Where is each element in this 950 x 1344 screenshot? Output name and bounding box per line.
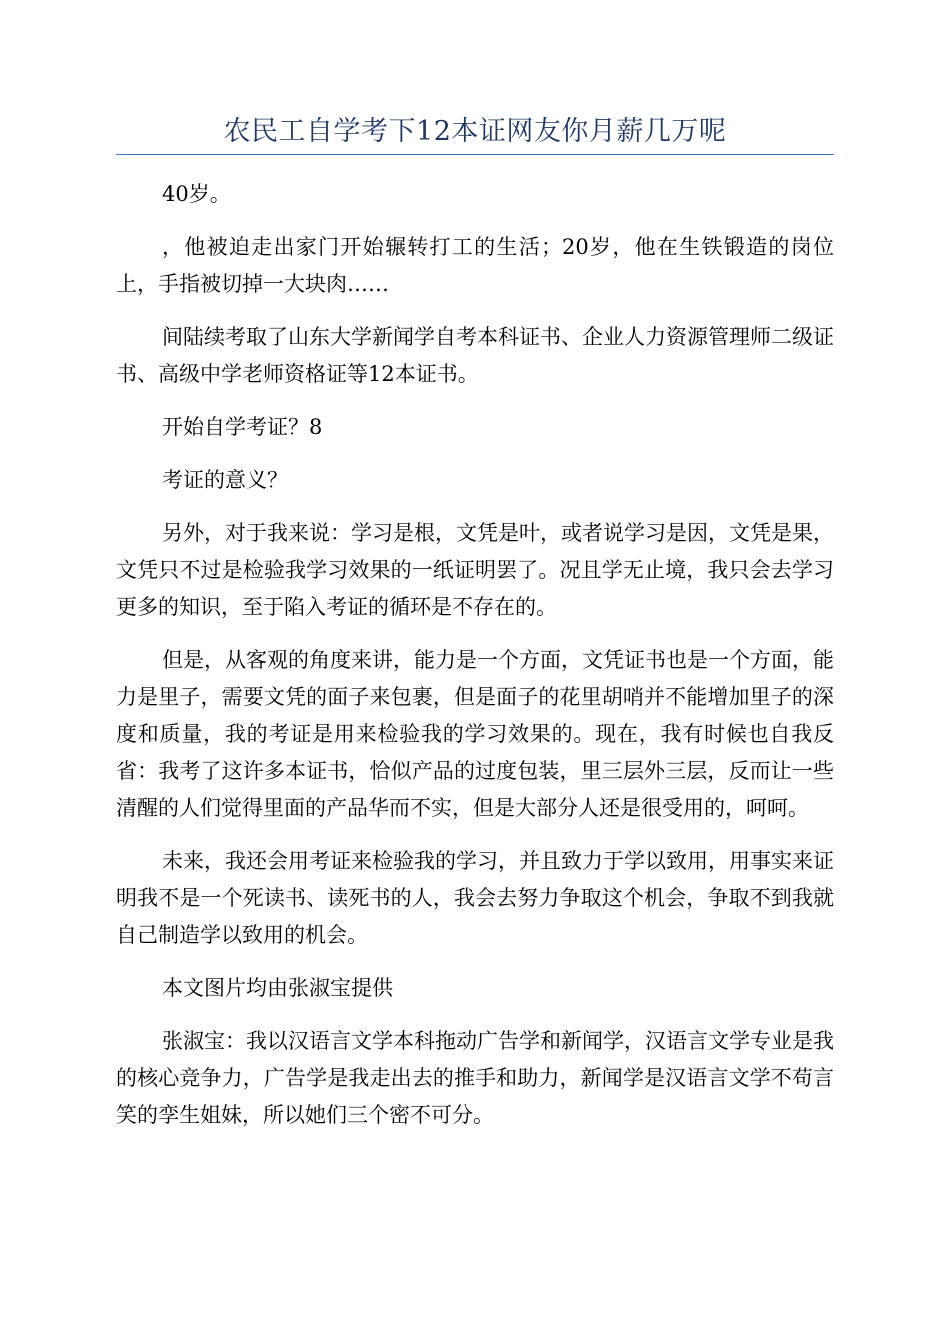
paragraph: 40岁。 <box>162 182 231 206</box>
title-underline <box>116 154 834 155</box>
paragraph: 未来，我还会用考证来检验我的学习，并且致力于学以致用，用事实来证明我不是一个死读书、读死书的人，我会去努力争取这个机会，争取不到我就自己制造学以致用的机会。 <box>116 849 834 947</box>
paragraph: 间陆续考取了山东大学新闻学自考本科证书、企业人力资源管理师二级证书、高级中学老师资格证等12本证书。 <box>116 325 834 386</box>
paragraph: 考证的意义？ <box>162 468 288 492</box>
paragraph: 本文图片均由张淑宝提供 <box>162 976 393 1000</box>
paragraph: 但是，从客观的角度来讲，能力是一个方面，文凭证书也是一个方面，能力是里子，需要文凭的面子来包裹，但是面子的花里胡哨并不能增加里子的深度和质量，我的考证是用来检验我的学习效果的。现在，我有时候也自我反省：我考了这许多本证书，恰似产品的过度包装，里三层外三层，反而让一些清醒的人们觉得里面的产品华而不实，但是大部分人还是很受用的，呵呵。 <box>116 648 834 820</box>
document-body <box>116 176 834 1150</box>
paragraph: 另外，对于我来说：学习是根，文凭是叶，或者说学习是因，文凭是果，文凭只不过是检验我学习效果的一纸证明罢了。况且学无止境，我只会去学习更多的知识，至于陷入考证的循环是不存在的。 <box>116 521 834 619</box>
paragraph: ，他被迫走出家门开始辗转打工的生活；20岁，他在生铁锻造的岗位上，手指被切掉一大块肉…… <box>116 235 834 296</box>
paragraph: 开始自学考证？8 <box>162 415 323 439</box>
paragraph: 张淑宝：我以汉语言文学本科拖动广告学和新闻学，汉语言文学专业是我的核心竞争力，广告学是我走出去的推手和助力，新闻学是汉语言文学不苟言笑的孪生姐妹，所以她们三个密不可分。 <box>116 1029 834 1127</box>
document-title: 农民工自学考下12本证网友你月薪几万呢 <box>223 116 727 147</box>
